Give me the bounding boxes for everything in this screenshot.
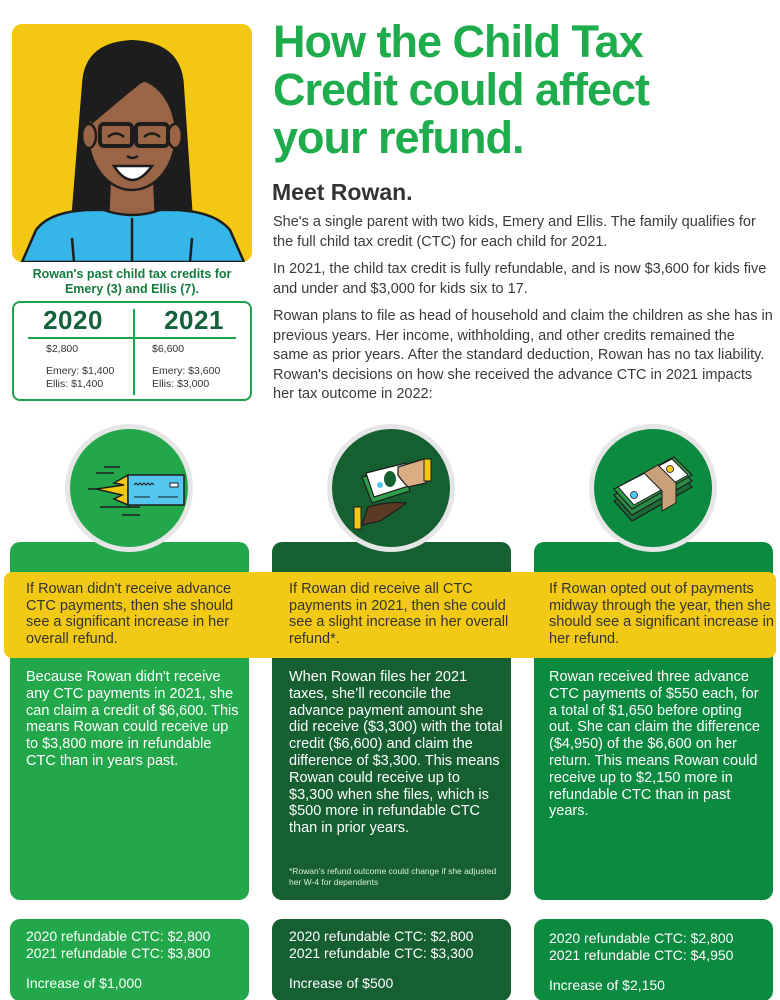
summary-lines — [26, 928, 210, 962]
scenario-headline: If Rowan opted out of payments midway through the year, then she should see a significant increase in her refund. — [549, 581, 774, 647]
scenario-body: Because Rowan didn't receive any CTC payments in 2021, she can claim a credit of $6,600. This means Rowan could receive up to $3,800 more in refundable CTC than in years past. — [26, 669, 239, 769]
title-line-2: Credit could affect — [273, 64, 650, 115]
summary-increase: Increase of $500 — [289, 975, 394, 991]
emery-credit: Emery: $3,600 — [152, 365, 221, 377]
summary-lines — [289, 928, 473, 962]
summary-2021: 2021 refundable CTC: $3,300 — [289, 945, 474, 961]
caption-line-1: Rowan's past child tax credits for — [32, 267, 232, 281]
summary-increase: Increase of $2,150 — [549, 977, 665, 993]
title-line-1: How the Child Tax — [273, 16, 643, 67]
intro-paragraph: She's a single parent with two kids, Emery and Ellis. The family qualifies for the full child tax credit (CTC) for each child for 2021. — [273, 214, 756, 250]
summary-increase: Increase of $1,000 — [26, 975, 142, 991]
year-total: $6,600 — [152, 343, 185, 355]
cash-stack-icon — [589, 424, 717, 552]
year-heading: 2020 — [43, 305, 103, 335]
summary-2020: 2020 refundable CTC: $2,800 — [549, 930, 734, 946]
year-heading: 2021 — [164, 305, 224, 335]
year-breakdown — [46, 365, 114, 390]
portrait-caption — [12, 267, 252, 297]
credits-column-2020 — [14, 303, 132, 390]
woman-with-glasses-portrait-icon — [12, 24, 252, 262]
scenario-footnote: *Rowan’s refund outcome could change if she adjusted her W-4 for dependents — [289, 866, 497, 887]
page-title — [273, 18, 773, 162]
scenario-headline: If Rowan did receive all CTC payments in 2021, then she could see a slight increase in her overall refund*. — [289, 581, 509, 647]
intro-text — [273, 213, 773, 413]
title-line-3: your refund. — [273, 112, 524, 163]
intro-paragraph: In 2021, the child tax credit is fully refundable, and is now $3,600 for kids five and under and $3,000 for kids six to 17. — [273, 261, 767, 297]
scenario-headline: If Rowan didn't receive advance CTC payments, then she should see a significant increase in her overall refund. — [26, 581, 234, 647]
summary-2020: 2020 refundable CTC: $2,800 — [289, 928, 474, 944]
summary-lines — [549, 930, 733, 964]
scenario-body: When Rowan files her 2021 taxes, she’ll reconcile the advance payment amount she did receive ($3,300) with the total credit ($6,600) and claim the difference of $3,300. This means Rowan could receive up to $3,300 when she files, which is $500 more in refundable CTC than in prior years. — [289, 669, 503, 837]
cash-handoff-icon — [327, 424, 455, 552]
scenario-body: Rowan received three advance CTC payments of $550 each, for a total of $1,650 before opting out. She can claim the difference ($4,950) of the $6,600 on her return. This means Rowan could receive up to $2,150 more in refundable CTC than in past years. — [549, 669, 760, 820]
summary-2020: 2020 refundable CTC: $2,800 — [26, 928, 211, 944]
ellis-credit: Ellis: $1,400 — [46, 377, 104, 390]
emery-credit: Emery: $1,400 — [46, 365, 115, 377]
caption-line-2: Emery (3) and Ellis (7). — [64, 282, 200, 296]
intro-heading: Meet Rowan. — [272, 179, 413, 205]
intro-paragraph: Rowan plans to file as head of household and claim the children as she has in previous years. Her income, withholding, and other credits remained the same as prior years. After the standard deduction, Rowan has no tax liability. Rowan's decisions on how she received the advance CTC in 2021 impacts her tax outcome in 2022: — [273, 308, 773, 402]
summary-2021: 2021 refundable CTC: $4,950 — [549, 947, 734, 963]
table-divider-horizontal — [28, 337, 236, 339]
year-breakdown — [152, 365, 220, 390]
ellis-credit: Ellis: $3,000 — [152, 377, 210, 390]
fast-payment-card-icon — [65, 424, 193, 552]
year-total: $2,800 — [46, 343, 79, 355]
credits-column-2021 — [135, 303, 253, 390]
rowan-portrait — [12, 24, 252, 262]
past-credits-table — [12, 301, 252, 401]
summary-2021: 2021 refundable CTC: $3,800 — [26, 945, 211, 961]
